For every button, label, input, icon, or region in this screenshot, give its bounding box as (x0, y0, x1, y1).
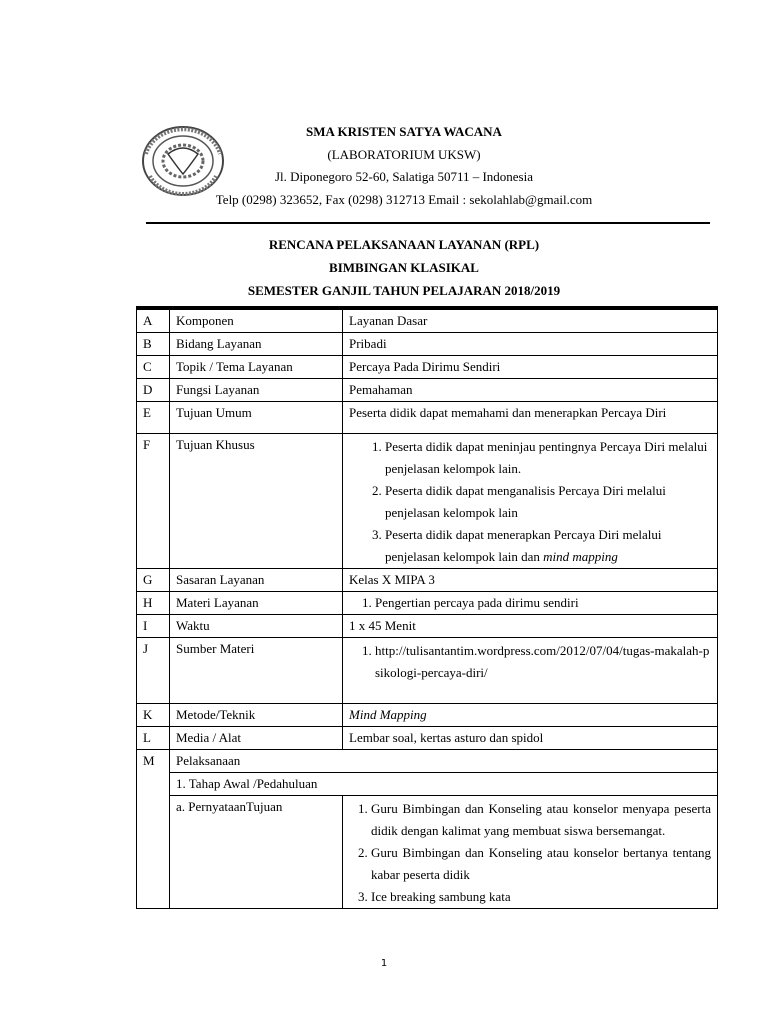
document-subtitle: BIMBINGAN KLASIKAL (329, 260, 479, 275)
school-subtitle: (LABORATORIUM UKSW) (327, 147, 481, 162)
table-row: K Metode/Teknik Mind Mapping (137, 704, 718, 727)
tujuan-khusus-list (349, 436, 711, 568)
table-row: H Materi Layanan 1. Pengertian percaya pada dirimu sendiri (137, 592, 718, 615)
table-row: 1. Tahap Awal /Pedahuluan (137, 773, 718, 796)
sumber-list (349, 640, 711, 684)
header-divider (146, 222, 710, 224)
table-row: F Tujuan Khusus 1. Peserta didik dapat meninjau pentingnya Percaya Diri melalui penjelasan kelompok lain. 2. Peserta didik dapat menganalisis Percaya Diri melalui penjelasan kelompok lain 3. Peserta didik dapat menerapkan Percaya Diri melalui penjelasan kelompok lain dan mind mapping (137, 434, 718, 569)
table-row: M Pelaksanaan (137, 750, 718, 773)
rpl-table (136, 306, 718, 909)
list-item: 1. http://tulisantantim.wordpress.com/2012/07/04/tugas-makalah-psikologi-percaya-diri/ (375, 640, 711, 684)
list-item: 1. Pengertian percaya pada dirimu sendiri (375, 594, 711, 612)
table-row: J Sumber Materi 1. http://tulisantantim.wordpress.com/2012/07/04/tugas-makalah-psikologi-percaya-diri/ (137, 638, 718, 704)
list-item: 2. Peserta didik dapat menganalisis Percaya Diri melalui penjelasan kelompok lain (385, 480, 711, 524)
list-item: 1. Peserta didik dapat meninjau pentingnya Percaya Diri melalui penjelasan kelompok lain. (385, 436, 711, 480)
table-row: C Topik / Tema Layanan Percaya Pada Dirimu Sendiri (137, 356, 718, 379)
table-row: I Waktu 1 x 45 Menit (137, 615, 718, 638)
table-row: A Komponen Layanan Dasar (137, 308, 718, 333)
page-number: 1 (380, 958, 388, 969)
pelaksanaan-list (349, 798, 711, 908)
table-row: B Bidang Layanan Pribadi (137, 333, 718, 356)
school-address: Jl. Diponegoro 52-60, Salatiga 50711 – Indonesia (274, 169, 534, 184)
document-title: RENCANA PELAKSANAAN LAYANAN (RPL) (268, 237, 540, 252)
table-row: D Fungsi Layanan Pemahaman (137, 379, 718, 402)
table-row: a. PernyataanTujuan 1. Guru Bimbingan dan Konseling atau konselor menyapa peserta didik dengan kalimat yang membuat siswa bersemangat. 2. Guru Bimbingan dan Konseling atau konselor bertanya tentang kabar peserta didik 3. Ice breaking sambung kata (137, 796, 718, 909)
table-row: E Tujuan Umum Peserta didik dapat memahami dan menerapkan Percaya Diri (137, 402, 718, 434)
school-name: SMA KRISTEN SATYA WACANA (306, 124, 502, 139)
list-item: 3. Peserta didik dapat menerapkan Percaya Diri melalui penjelasan kelompok lain dan mind mapping (385, 524, 711, 568)
table-row: G Sasaran Layanan Kelas X MIPA 3 (137, 569, 718, 592)
document-semester: SEMESTER GANJIL TAHUN PELAJARAN 2018/2019 (247, 283, 561, 298)
materi-list (349, 594, 711, 612)
list-item: 2. Guru Bimbingan dan Konseling atau konselor bertanya tentang kabar peserta didik (371, 842, 711, 886)
table-row: L Media / Alat Lembar soal, kertas asturo dan spidol (137, 727, 718, 750)
list-item: 1. Guru Bimbingan dan Konseling atau konselor menyapa peserta didik dengan kalimat yang membuat siswa bersemangat. (371, 798, 711, 842)
school-contact: Telp (0298) 323652, Fax (0298) 312713 Email : sekolahlab@gmail.com (215, 192, 593, 207)
list-item: 3. Ice breaking sambung kata (371, 886, 711, 908)
